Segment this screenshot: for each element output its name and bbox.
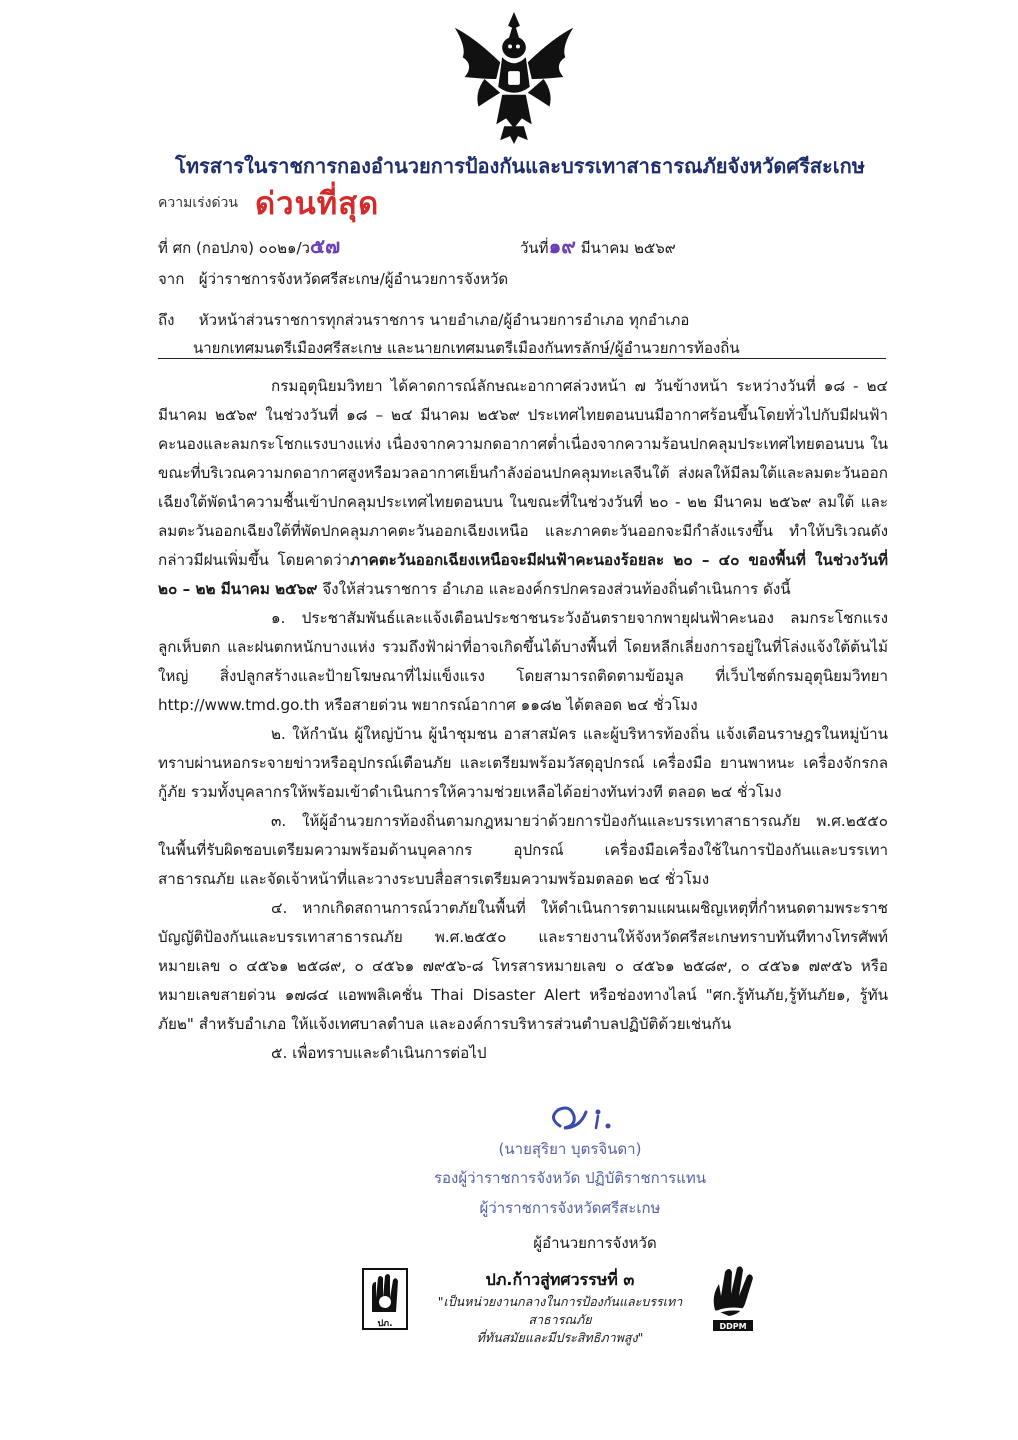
- footer-slogan: [420, 1268, 700, 1347]
- ddpm-logo-icon: [707, 1262, 759, 1332]
- logo-left-text: ปภ.: [377, 1319, 393, 1329]
- item-2: ๒. ให้กำนัน ผู้ใหญ่บ้าน ผู้นำชุมชน อาสาสมัคร และผู้บริหารท้องถิ่น แจ้งเตือนราษฎรในหมู่บ้านทราบผ่านหอกระจายข่าวหรืออุปกรณ์เตือนภัย และเตรียมพร้อมวัสดุอุปกรณ์ เครื่องมือ ยานพาหนะ เครื่องจักรกลกู้ภัย รวมทั้งบุคลากรให้พร้อมเข้าดำเนินการให้ความช่วยเหลือได้อย่างทันท่วงที ตลอด ๒๔ ชั่วโมง: [158, 725, 888, 801]
- urgency-label: ความเร่งด่วน: [158, 195, 238, 211]
- item-4: ๔. หากเกิดสถานการณ์วาตภัยในพื้นที่ ให้ดำเนินการตามแผนเผชิญเหตุที่กำหนดตามพระราชบัญญัติป้องกันและบรรเทาสาธารณภัย พ.ศ.๒๕๕๐ และรายงานให้จังหวัดศรีสะเกษทราบทันทีทางโทรศัพท์หมายเลข ๐ ๔๕๖๑ ๒๕๘๙, ๐ ๔๕๖๑ ๗๙๕๖-๘ โทรสารหมายเลข ๐ ๔๕๖๑ ๒๕๘๙, ๐ ๔๕๖๑ ๗๙๕๖ หรือหมายเลขสายด่วน ๑๗๘๔ แอพพลิเคชั่น Thai Disaster Alert หรือช่องทางไลน์ "ศก.รู้ทันภัย,รู้ทันภัย๑, รู้ทันภัย๒" สำหรับอำเภอ ให้แจ้งเทศบาลตำบล และองค์การบริหารส่วนตำบลปฏิบัติด้วยเช่นกัน: [158, 899, 888, 1033]
- reference-number: [158, 230, 340, 262]
- intro-bold-text: ภาคตะวันออกเฉียงเหนือจะมีฝนฟ้าคะนองร้อยละ ๒๐ – ๔๐ ของพื้นที่ ในช่วงวันที่ ๒๐ – ๒๒ มีนาคม ๒๕๖๙: [158, 551, 888, 598]
- reference-handwritten: ๕๗: [310, 234, 341, 258]
- body-text: [158, 372, 888, 1068]
- footer-heading: ปภ.ก้าวสู่ทศวรรษที่ ๓: [485, 1270, 635, 1289]
- urgency-stamp: ด่วนที่สุด: [255, 186, 380, 222]
- garuda-emblem-icon: [445, 8, 583, 146]
- from-label: จาก: [158, 270, 185, 288]
- page-title: โทรสารในราชการกองอำนวยการป้องกันและบรรเทาสาธารณภัยจังหวัดศรีสะเกษ: [175, 154, 865, 178]
- logo-right-text: DDPM: [719, 1322, 747, 1331]
- signer-title-3: ผู้อำนวยการจังหวัด: [533, 1234, 657, 1252]
- intro-tail-text: จึงให้ส่วนราชการ อำเภอ และองค์กรปกครองส่วนท้องถิ่นดำเนินการ ดังนี้: [317, 580, 791, 598]
- item-1: ๑. ประชาสัมพันธ์และแจ้งเตือนประชาชนระวังอันตรายจากพายุฝนฟ้าคะนอง ลมกระโชกแรงลูกเห็บตก และฝนตกหนักบางแห่ง รวมถึงฟ้าผ่าที่อาจเกิดขึ้นได้บางพื้นที่ โดยหลีกเลี่ยงการอยู่ในที่โล่งแจ้งใต้ต้นไม้ใหญ่ สิ่งปลูกสร้างและป้ายโฆษณาที่ไม่แข็งแรง โดยสามารถติดตามข้อมูล ที่เว็บไซต์กรมอุตุนิยมวิทยา http://www.tmd.go.th หรือสายด่วน พยากรณ์อากาศ ๑๑๘๒ ได้ตลอด ๒๔ ชั่วโมง: [158, 609, 888, 714]
- intro-paragraph: [158, 372, 888, 604]
- signature-mark-icon: [540, 1098, 620, 1138]
- to-label: ถึง: [158, 311, 175, 329]
- intro-text: กรมอุตุนิยมวิทยา ได้คาดการณ์ลักษณะอากาศล่วงหน้า ๗ วันข้างหน้า ระหว่างวันที่ ๑๘ - ๒๔ มีนาคม ๒๕๖๙ ในช่วงวันที่ ๑๘ – ๒๔ มีนาคม ๒๕๖๙ ประเทศไทยตอนบนมีอากาศร้อนขึ้นโดยทั่วไปกับมีฝนฟ้าคะนองและลมกระโชกแรงบางแห่ง เนื่องจากความกดอากาศต่ำเนื่องจากความร้อนปกคลุมประเทศไทยตอนบน ในขณะที่บริเวณความกดอากาศสูงหรือมวลอากาศเย็นกำลังอ่อนปกคลุมทะเลจีนใต้ ส่งผลให้มีลมใต้และลมตะวันออกเฉียงใต้พัดนำความชื้นเข้าปกคลุมประเทศไทยตอนบน ในขณะที่ในช่วงวันที่ ๒๐ - ๒๒ มีนาคม ๒๕๖๙ ลมใต้ และลมตะวันออกเฉียงใต้ที่พัดปกคลุมภาคตะวันออกเฉียงเหนือ และภาคตะวันออกจะมีกำลังแรงขึ้น ทำให้บริเวณดังกล่าวมีฝนเพิ่มขึ้น โดยคาดว่า: [158, 377, 888, 569]
- date-suffix: มีนาคม ๒๕๖๙: [580, 239, 676, 257]
- date-prefix: วันที่: [520, 239, 549, 257]
- document-date: [520, 230, 676, 262]
- to-value-1: หัวหน้าส่วนราชการทุกส่วนราชการ นายอำเภอ/ผู้อำนวยการอำเภอ ทุกอำเภอ: [198, 311, 690, 329]
- footer-slogan-line-2: ที่ทันสมัยและมีประสิทธิภาพสูง": [476, 1330, 644, 1345]
- reference-prefix: ที่ ศก (กอปภจ) ๐๐๒๑/ว: [158, 239, 310, 257]
- footer-slogan-line-1: "เป็นหน่วยงานกลางในการป้องกันและบรรเทาสาธารณภัย: [437, 1294, 683, 1327]
- to-value-2: นายกเทศมนตรีเมืองศรีสะเกษ และนายกเทศมนตรีเมืองกันทรลักษ์/ผู้อำนวยการท้องถิ่น: [193, 339, 740, 357]
- signer-title-1: รองผู้ว่าราชการจังหวัด ปฏิบัติราชการแทน: [433, 1169, 707, 1187]
- item-3: ๓. ให้ผู้อำนวยการท้องถิ่นตามกฎหมายว่าด้วยการป้องกันและบรรเทาสาธารณภัย พ.ศ.๒๕๕๐ ในพื้นที่รับผิดชอบเตรียมความพร้อมด้านบุคลากร อุปกรณ์ เครื่องมือเครื่องใช้ในการป้องกันและบรรเทาสาธารณภัย และจัดเจ้าหน้าที่และวางระบบสื่อสารเตรียมความพร้อมตลอด ๒๔ ชั่วโมง: [158, 812, 888, 888]
- signer-title-2: ผู้ว่าราชการจังหวัดศรีสะเกษ: [479, 1199, 661, 1217]
- dpm-hand-logo-icon: [362, 1268, 408, 1330]
- from-line: [158, 267, 508, 291]
- to-line: [158, 308, 689, 332]
- signer-name: (นายสุริยา บุตรจินดา): [498, 1140, 642, 1158]
- from-value: ผู้ว่าราชการจังหวัดศรีสะเกษ/ผู้อำนวยการจังหวัด: [198, 270, 509, 288]
- divider: [158, 358, 886, 359]
- date-handwritten: ๑๙: [548, 234, 576, 258]
- item-5: ๕. เพื่อทราบและดำเนินการต่อไป: [271, 1044, 487, 1062]
